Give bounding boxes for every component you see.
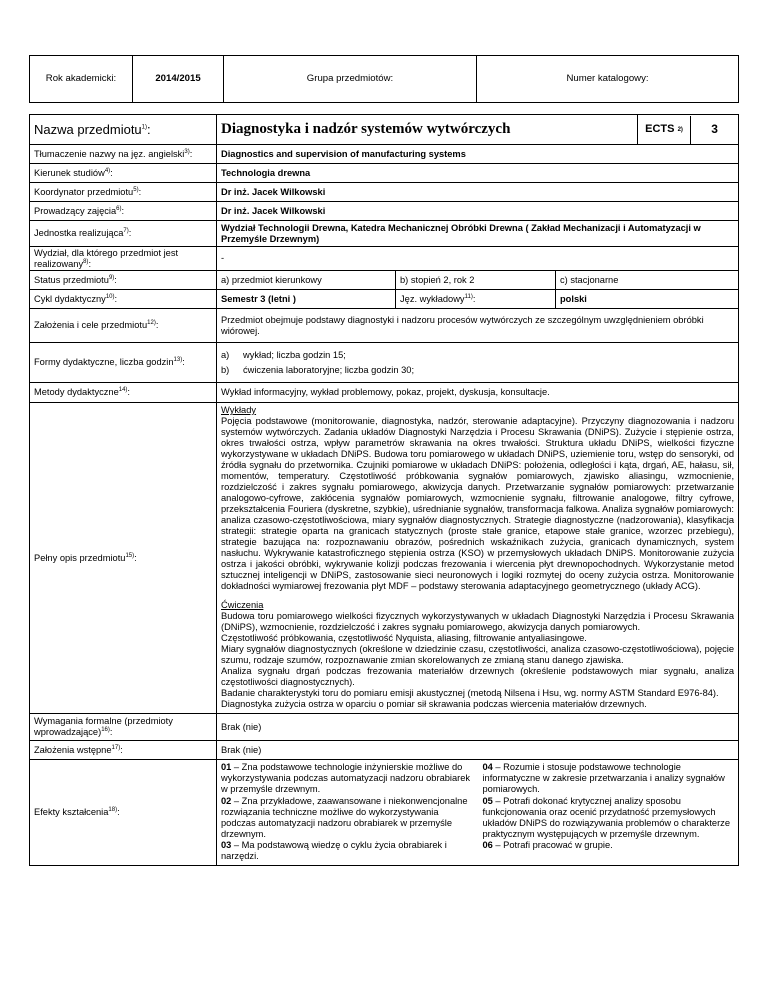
lecturer-label: Prowadzący zajęcia$^{6)}$:	[30, 202, 217, 221]
coordinator-label: Koordynator przedmiotu$^{5)}$:	[30, 183, 217, 202]
faculty-value: -	[217, 247, 739, 271]
list-item: a) wykład; liczba godzin 15;	[221, 349, 346, 360]
status-type: a) przedmiot kierunkowy	[217, 271, 396, 290]
translation-value: Diagnostics and supervision of manufacturing systems	[217, 145, 739, 164]
coordinator-value: Dr inż. Jacek Wilkowski	[217, 183, 739, 202]
course-name-label: Nazwa przedmiotu$^{1)}$:	[30, 115, 217, 145]
academic-year-label: Rok akademicki:	[30, 56, 133, 103]
prerequisites-value: Brak (nie)	[217, 741, 739, 760]
cycle-label: Cykl dydaktyczny$^{10)}$:	[30, 290, 217, 309]
exercises-item: Miary sygnałów diagnostycznych (określone w dziedzinie czasu, częstotliwości, analiza czasowo-częstotliwościowa), pojęcie szumu, rodzaje szumów, rozpoznawanie zmian skorelowanych ze zmianą stanu danego zjawiska.	[221, 644, 735, 666]
methods-value: Wykład informacyjny, wykład problemowy, pokaz, projekt, dyskusja, konsultacje.	[217, 383, 739, 403]
requirements-label: Wymagania formalne (przedmioty wprowadzające)$^{16)}$:	[30, 714, 217, 741]
list-item: b) ćwiczenia laboratoryjne; liczba godzin 30;	[221, 364, 415, 375]
course-name: Diagnostyka i nadzór systemów wytwórczych	[217, 115, 638, 145]
description-label: Pełny opis przedmiotu$^{15)}$:	[30, 403, 217, 714]
faculty-label: Wydział, dla którego przedmiot jest realizowany$^{8)}$:	[30, 247, 217, 271]
list-item: 06 – Potrafi pracować w grupie.	[482, 840, 613, 851]
unit-value: Wydział Technologii Drewna, Katedra Mechanicznej Obróbki Drewna ( Zakład Mechanizacji i Automatyzacji w Przemyśle Drzewnym)	[217, 221, 739, 247]
description-value	[217, 403, 739, 714]
header-table	[29, 55, 739, 103]
outcomes-label: Efekty kształcenia$^{18)}$:	[30, 760, 217, 865]
exercises-item: Diagnostyka zużycia ostrza w oparciu o pomiar sił skrawania podczas wiercenia materiałów drzewnych.	[221, 699, 647, 710]
exercises-heading: Ćwiczenia	[221, 600, 264, 611]
outcomes-value	[217, 760, 739, 865]
forms-value	[217, 343, 739, 383]
language-value: polski	[556, 290, 739, 309]
lecturer-value: Dr inż. Jacek Wilkowski	[217, 202, 739, 221]
requirements-value: Brak (nie)	[217, 714, 739, 741]
forms-label: Formy dydaktyczne, liczba godzin$^{13)}$:	[30, 343, 217, 383]
list-item: 03 – Ma podstawową wiedzę o cyklu życia obrabiarek i narzędzi.	[221, 840, 447, 862]
status-mode: c) stacjonarne	[556, 271, 739, 290]
exercises-item: Budowa toru pomiarowego wielkości fizycznych wykorzystywanych w układach Diagnostyki Narzędzia i Procesu Skrawania (DNiPS), wzmocnienie, rozdzielczość i zakres sygnału pomiarowego, akwizycja danych pomiarowych.	[221, 611, 735, 633]
catalog-number-label: Numer katalogowy:	[477, 56, 739, 103]
outcomes-left	[221, 762, 478, 862]
status-label: Status przedmiotu$^{9)}$:	[30, 271, 217, 290]
field-label: Kierunek studiów$^{4)}$:	[30, 164, 217, 183]
unit-label: Jednostka realizująca$^{7)}$:	[30, 221, 217, 247]
forms-list	[221, 348, 734, 378]
exercises-item: Analiza sygnału drgań podczas frezowania materiałów drzewnych (określenie podstawowych miar sygnału, analiza częstotliwości diagnostycznych).	[221, 666, 735, 688]
cycle-value: Semestr 3 (letni )	[217, 290, 396, 309]
course-card-table	[29, 114, 739, 866]
goals-label: Założenia i cele przedmiotu$^{12)}$:	[30, 309, 217, 343]
field-value: Technologia drewna	[217, 164, 739, 183]
group-label: Grupa przedmiotów:	[224, 56, 477, 103]
ects-label: ECTS 2)	[638, 116, 691, 144]
outcomes-right	[478, 762, 734, 862]
ects-cell	[638, 115, 739, 145]
list-item: 05 – Potrafi dokonać krytycznej analizy sposobu funkcjonowania oraz ocenić przydatność przemysłowych układów DNiPS do rozwiązywania problemów o charakterze praktycznym występujących w przemyśle drzewnym.	[482, 795, 730, 840]
lectures-heading: Wykłady	[221, 405, 257, 415]
prerequisites-label: Założenia wstępne$^{17)}$:	[30, 741, 217, 760]
exercises-item: Częstotliwość próbkowania, częstotliwość Nyquista, aliasing, filtrowanie antyaliasingowe.	[221, 633, 587, 644]
ects-value: 3	[711, 122, 718, 137]
list-item: 01 – Zna podstawowe technologie inżynierskie możliwe do wykorzystywania podczas automatyzacji nadzoru obrabiarek w przemyśle drzewnym.	[221, 762, 471, 795]
list-item: 04 – Rozumie i stosuje podstawowe technologie informatyczne w zakresie przetwarzania i analizy sygnałów pomiarowych.	[482, 762, 725, 795]
goals-value: Przedmiot obejmuje podstawy diagnostyki i nadzoru procesów wytwórczych ze szczególnym uwzględnieniem obróbki wiórowej.	[217, 309, 739, 343]
language-label: Jęz. wykładowy$^{11)}$:	[396, 290, 556, 309]
academic-year-value: 2014/2015	[133, 56, 224, 103]
lectures-text: Pojęcia podstawowe (monitorowanie, diagnostyka, nadzór, sterowanie adaptacyjne). Przyczyny diagnozowania i nadzoru systemów wytwórczych. Zadania układów Diagnostyki Narzędzia i Procesu Skrawania (DNiPS). Zużycie i stępienie ostrza, okres trwałości ostrza, wpływ parametrów skrawania na okres trwałości. Struktura układu DNiPS, wielkości fizyczne wykorzystywane w układach DNiPS. Budowa toru pomiarowego w układach DNiPS, uziemienie toru, wstęp do sensoryki, od źródła sygnału do przetwornika. Czujniki pomiarowe w układach DNiPS: położenia, odległości i kąta, drgań, AE, hałasu, sił, momentów, temperatury. Częstotliwość próbkowania sygnałów pomiarowych, zjawisko aliasingu, wzmocnienie, rozdzielczość i zakres sygnału pomiarowego, akwizycja danych. Przetwarzanie sygnałów pomiarowych: przetwarzanie analogowo-cyfrowe, zakłócenia sygnałów pomiarowych, wzmocnienie sygnału, filtrowanie analogowe, filtry cyfrowe, przekształcenia Fouriera (dyskretne, szybkie), uśrednianie sygnałów, transformacja falkowa. Analiza sygnałów pomiarowych: analiza czasowo-częstotliwościowa, miary sygnałów diagnostycznych. Strategie diagnostyczne (nadzorowania), klasyfikacja strategii: strategie oparta na granicach statycznych (proste stałe granice, etapowe stałe granice, wzorzec przebiegu), strategie bazująca na: rozpoznawaniu obrazów, pośrednich wskaźnikach zużycia, granicach dynamicznych, system nasłuchu. Wykrywanie katastroficznego stępienia ostrza (KSO) w przemysłowych układach DNiPS. Monitorowanie zużycia ostrza i jakości obróbki, wykrywanie kolizji podczas frezowania i wiercenia płyt drewnopochodnych. Wykorzystanie metod sztucznej inteligencji w DNiPS, zastosowanie sieci neuronowych i logiki rozmytej do oceny zużycia ostrza. Monitorowanie dokładności wymiarowej frezowania płyt MDF – podstawy sterowania adaptacyjnego geometrycznego (układy ACG).	[221, 415, 735, 591]
status-level: b) stopień 2, rok 2	[396, 271, 556, 290]
methods-label: Metody dydaktyczne$^{14)}$:	[30, 383, 217, 403]
list-item: 02 – Zna przykładowe, zaawansowane i niekonwencjonalne rozwiązania techniczne możliwe do wykorzystywania podczas automatyzacji nadzoru obrabiarek w przemyśle drzewnym.	[221, 795, 468, 840]
exercises-item: Badanie charakterystyki toru do pomiaru emisji akustycznej (metodą Nilsena i Hsu, wg. normy ASTM Standard E976-84).	[221, 688, 719, 699]
translation-label: Tłumaczenie nazwy na jęz. angielski$^{3)}$:	[30, 145, 217, 164]
